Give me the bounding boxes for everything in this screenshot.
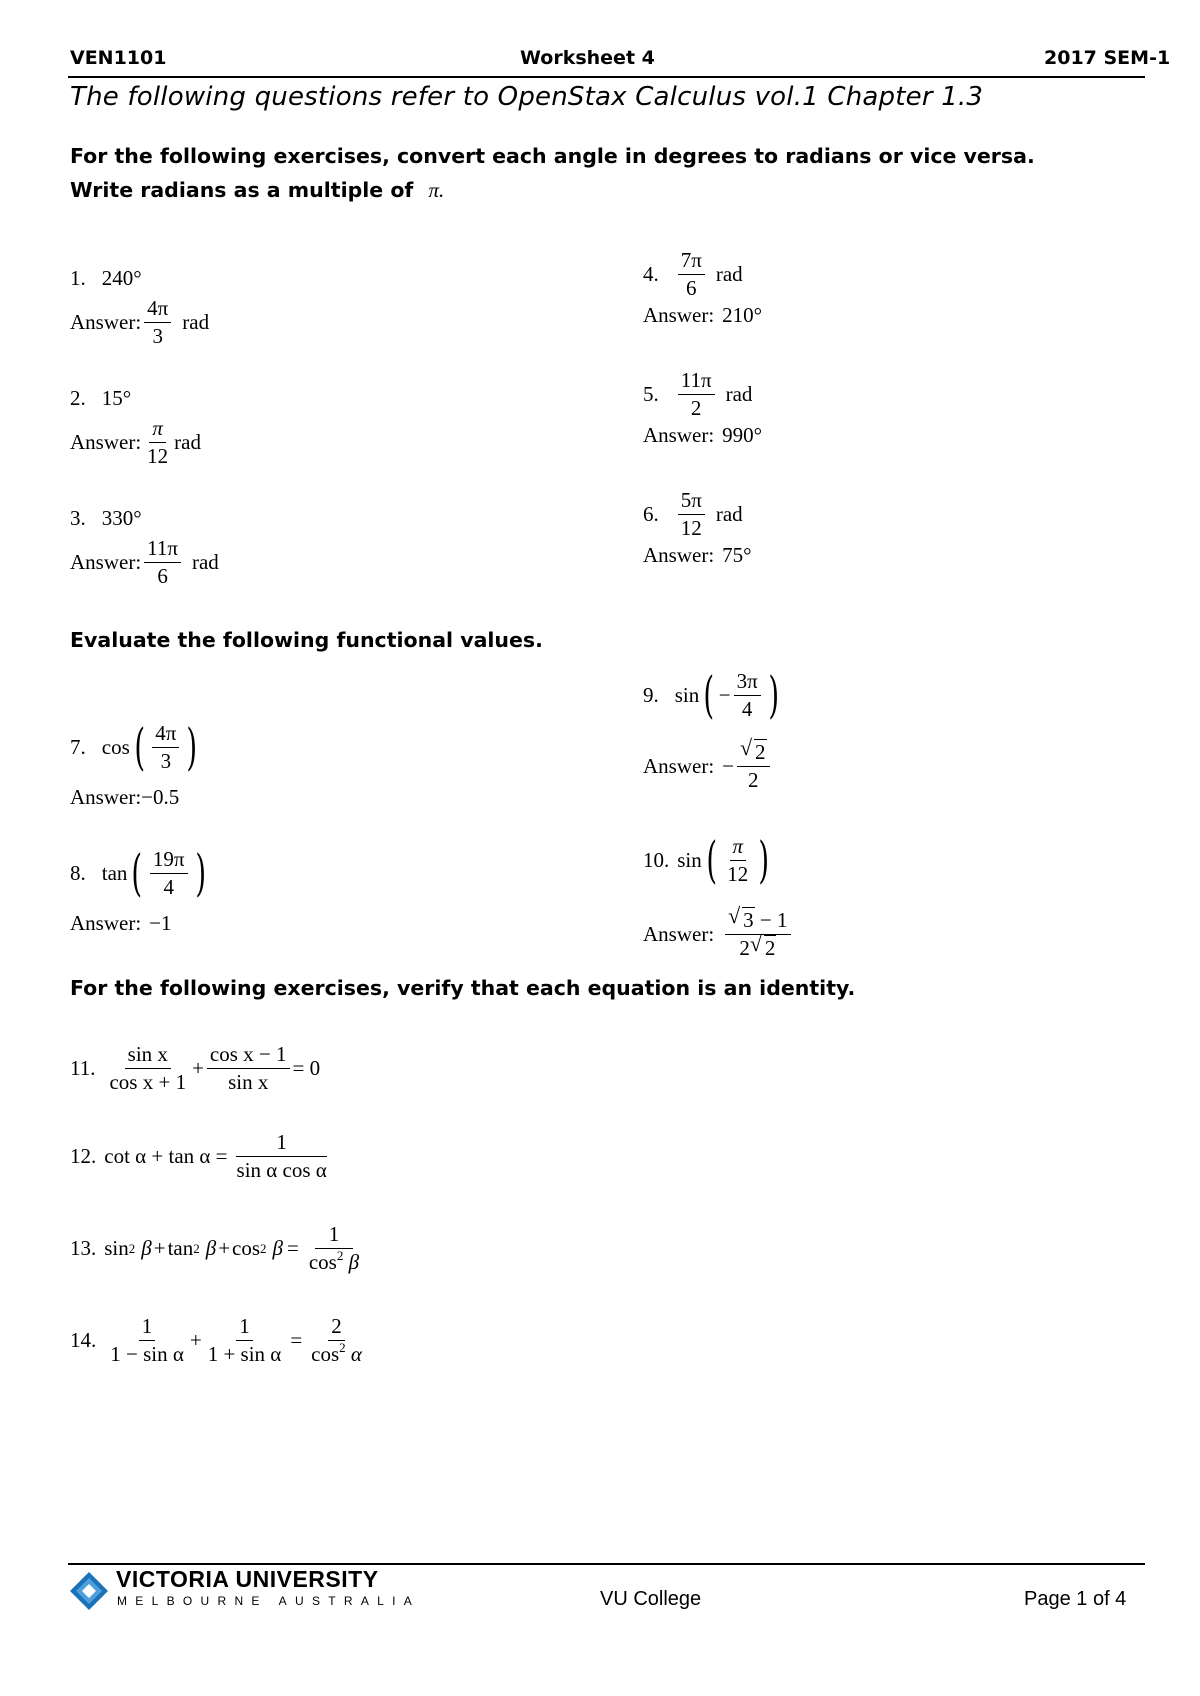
vu-logo-wordmark: VICTORIA UNIVERSITY	[116, 1566, 379, 1592]
problem-7-question: 7. cos ( $\frac{4\pi}{3}$ )	[70, 718, 198, 776]
problem-11-identity: 11. $\frac{\text{sin x}}{\text{cos x + 1}}$ + $\frac{\text{cos x − 1}}{\text{sin x}}$ = 0	[70, 1042, 321, 1094]
problem-8-question: 8. tan ( $\frac{19\pi}{4}$ )	[70, 844, 206, 902]
problem-9-answer: Answer: − √ 2 2	[643, 742, 773, 791]
problem-5-question: 5. $\frac{11\pi}{2}$ rad	[643, 368, 753, 420]
problem-2-answer: Answer: $\frac{\pi}{12}$ rad	[70, 416, 201, 468]
header-rule	[68, 76, 1145, 78]
problem-10-answer: Answer: √ 3 − 1 2 √ 2	[643, 910, 794, 959]
problem-3-question: 3. 330°	[70, 506, 142, 530]
term-label: 2017 SEM-1	[1044, 47, 1171, 69]
pi-symbol: π.	[428, 178, 445, 202]
problem-4-question: 4. $\frac{7\pi}{6}$ rad	[643, 248, 743, 300]
vu-logo-subtitle: MELBOURNE AUSTRALIA	[117, 1594, 421, 1608]
problem-1-answer: Answer: $\frac{4\pi}{3}$ rad	[70, 296, 210, 348]
problem-3-answer: Answer: $\frac{11\pi}{6}$ rad	[70, 536, 219, 588]
footer-college: VU College	[600, 1588, 702, 1610]
problem-13-identity: 13. sin 2 β + tan 2 β + cos 2 β = $\frac{1}{\cos^2 \beta}$	[70, 1222, 360, 1274]
problem-8-answer: Answer: −1	[70, 911, 172, 935]
problem-4-answer: Answer: 210°	[643, 303, 763, 327]
footer-rule	[68, 1563, 1145, 1565]
vu-diamond-logo-icon	[68, 1570, 110, 1612]
problem-2-question: 2. 15°	[70, 386, 132, 410]
instruction-verify: For the following exercises, verify that each equation is an identity.	[70, 976, 856, 1000]
course-code: VEN1101	[70, 47, 167, 69]
instruction-convert-line1: For the following exercises, convert each angle in degrees to radians or vice versa.	[70, 144, 1035, 168]
problem-5-answer: Answer: 990°	[643, 423, 763, 447]
problem-12-identity: 12. cot α + tan α = $\frac{1}{\text{sin α cos α}}$	[70, 1130, 327, 1182]
instruction-evaluate: Evaluate the following functional values.	[70, 628, 543, 652]
problem-6-question: 6. $\frac{5\pi}{12}$ rad	[643, 488, 743, 540]
problem-7-answer: Answer: −0.5	[70, 785, 180, 809]
page-number: Page 1 of 4	[1024, 1588, 1127, 1610]
problem-14-identity: 14. $\frac{1}{\text{1 − sin α}}$ + $\frac{1}{\text{1 + sin α}}$ = $\frac{2}{\cos^2 \alpha}$	[70, 1314, 362, 1366]
problem-1-question: 1. 240°	[70, 266, 142, 290]
page-title: The following questions refer to OpenStax Calculus vol.1 Chapter 1.3	[70, 82, 984, 112]
problem-6-answer: Answer: 75°	[643, 543, 752, 567]
worksheet-title: Worksheet 4	[520, 47, 655, 69]
instruction-convert-line2: Write radians as a multiple of π.	[70, 178, 445, 202]
problem-10-question: 10. sin ( $\frac{\pi}{12}$ )	[643, 831, 770, 889]
problem-9-question: 9. sin ( − $\frac{3\pi}{4}$ )	[643, 666, 779, 724]
